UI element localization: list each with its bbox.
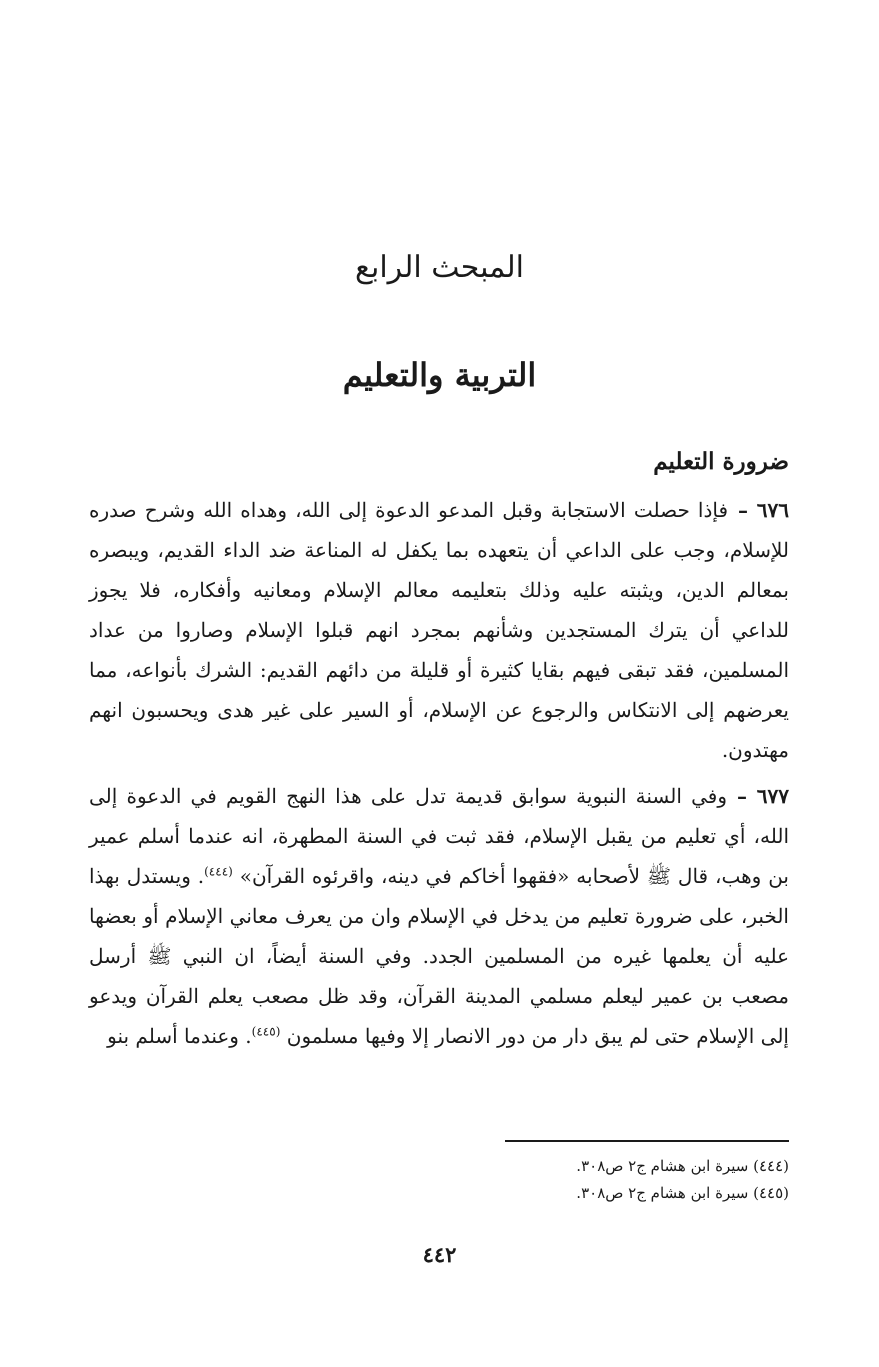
section-title: التربية والتعليم xyxy=(342,356,537,394)
footnote: (٤٤٥) سيرة ابن هشام ج٢ ص٣٠٨. xyxy=(576,1184,789,1202)
paragraph-text: . وعندما أسلم بنو xyxy=(107,1024,252,1048)
paragraph-text: فإذا حصلت الاستجابة وقبل المدعو الدعوة إلى الله، وهداه الله وشرح صدره للإسلام، وجب على الداعي أن يتعهده بما يكفل له المناعة ضد الداء القديم، ويبصره بمعالم الدين، ويثبته عليه وذلك بتعليمه معالم الإسلام ومعانيه وأفكاره، فلا يجوز للداعي أن يترك المستجدين وشأنهم بمجرد انهم قبلوا الإسلام وصاروا من عداد المسلمين، فقد تبقى فيهم بقايا كثيرة أو قليلة من دائهم القديم: الشرك بأنواعه، مما يعرضهم إلى الانتكاس والرجوع عن الإسلام، أو السير على غير هدى ويحسبون انهم مهتدون. xyxy=(89,498,789,762)
chapter-title: المبحث الرابع xyxy=(355,250,524,285)
paragraph-number: ٦٧٧ – xyxy=(736,784,789,808)
main-text xyxy=(89,442,789,1062)
paragraph-number: ٦٧٦ – xyxy=(738,498,789,522)
paragraph-677 xyxy=(89,776,789,1056)
footnote-ref[interactable]: (٤٤٥) xyxy=(251,1024,281,1039)
footnotes xyxy=(389,1153,789,1207)
paragraph-676 xyxy=(89,490,789,770)
paragraph-text: وفي السنة النبوية سوابق قديمة تدل على هذا النهج القويم في الدعوة إلى الله، أي تعليم من يقبل الإسلام، فقد ثبت في السنة المطهرة، انه عندما أسلم عمير بن وهب، قال ﷺ لأصحابه «فقهوا أخاكم في دينه، واقرئوه القرآن» xyxy=(89,784,789,888)
footnote: (٤٤٤) سيرة ابن هشام ج٢ ص٣٠٨. xyxy=(576,1157,789,1175)
paragraph-text: . ويستدل بهذا الخبر، على ضرورة تعليم من يدخل في الإسلام وان من يعرف معاني الإسلام أو بعضها عليه أن يعلمها غيره من المسلمين الجدد. وفي السنة أيضاً، ان النبي ﷺ أرسل مصعب بن عمير ليعلم مسلمي المدينة القرآن، وقد ظل مصعب يعلم القرآن ويدعو إلى الإسلام حتى لم يبق دار من دور الانصار إلا وفيها مسلمون xyxy=(89,864,789,1048)
subheading: ضرورة التعليم xyxy=(653,448,789,475)
footnote-ref[interactable]: (٤٤٤) xyxy=(204,864,233,879)
page-number: ٤٤٢ xyxy=(422,1242,457,1267)
footnote-divider xyxy=(505,1140,789,1142)
